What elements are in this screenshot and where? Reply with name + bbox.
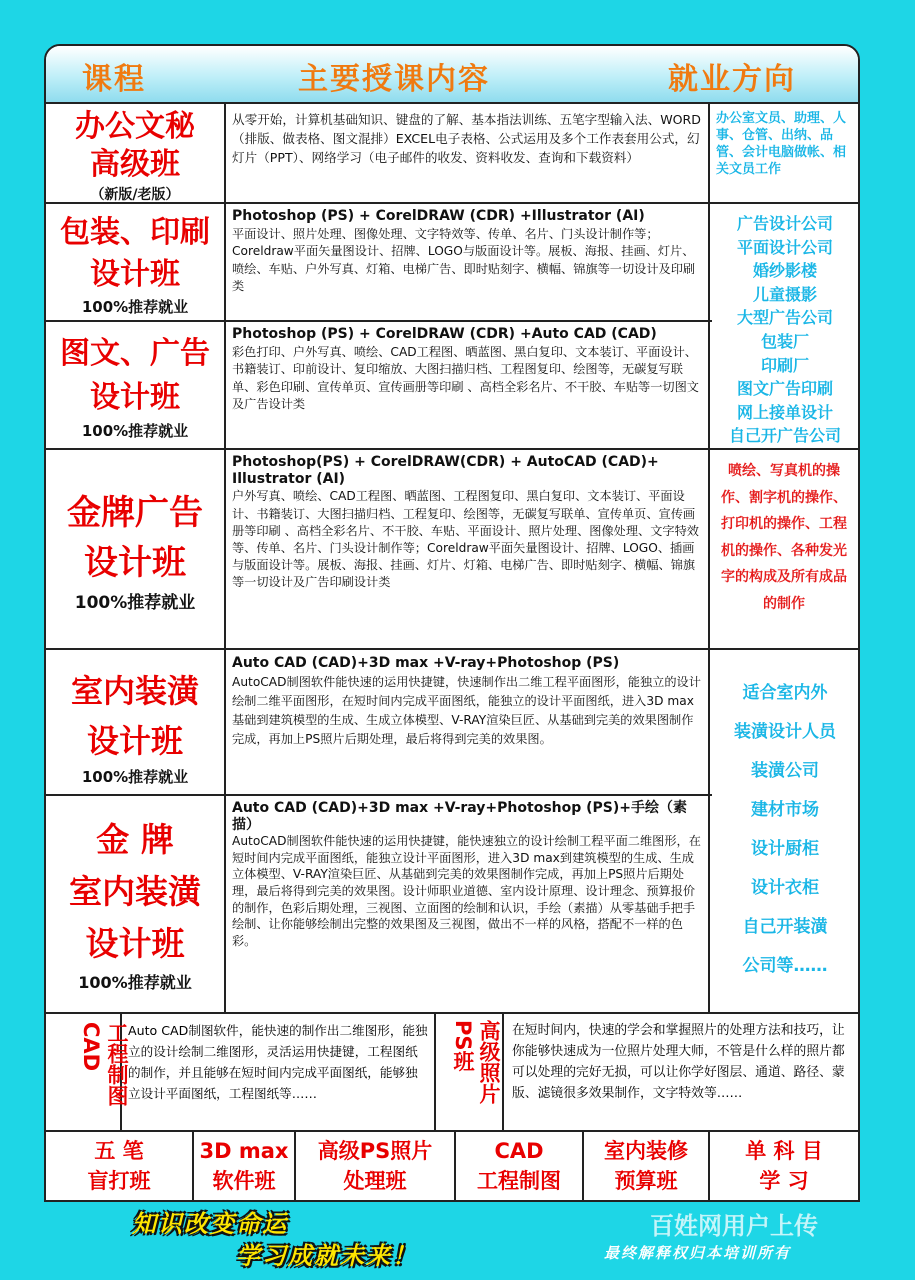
course-title: [46, 102, 226, 202]
course-row-office: [46, 102, 858, 204]
job-item: 装潢公司: [751, 761, 819, 781]
course-row-gold-ad: [46, 450, 858, 650]
class-name: 高级PS照片: [317, 1139, 433, 1163]
job-item: 包装厂: [760, 331, 809, 351]
class-cell: [584, 1132, 710, 1202]
course-software: Photoshop (PS) + CorelDRAW (CDR) +Auto CAD (CAD): [232, 326, 657, 342]
course-subtitle: 100%推荐就业: [81, 298, 189, 316]
course-title-line: 高级班: [90, 147, 180, 182]
job-item: 自己开装潢: [742, 917, 828, 937]
course-content: [226, 796, 710, 1012]
header-course: 课程: [82, 62, 146, 97]
job-item: 设计衣柜: [751, 878, 819, 898]
course-jobs: 办公室文员、助理、人事、仓管、出纳、品管、会计电脑做帐、相关文员工作: [716, 111, 847, 177]
class-cell: [194, 1132, 296, 1202]
class-cell: [456, 1132, 584, 1202]
course-subtitle: 100%推荐就业: [81, 422, 189, 440]
course-software: Auto CAD (CAD)+3D max +V-ray+Photoshop (PS)+手绘（素描）: [232, 800, 687, 833]
course-title-line: 室内装潢: [69, 872, 201, 911]
class-name: CAD: [494, 1139, 544, 1163]
class-name: 室内装修: [604, 1139, 688, 1163]
course-title-line: 包装、印刷: [60, 215, 210, 250]
course-content-text: AutoCAD制图软件能快速的运用快捷键，快速制作出二维工程平面图形，能独立的设计绘制二维平面图形，在短时间内完成平面图纸，能独立的设计平面图纸，进入3D max基础到建筑模型的生成、生成立体模型、V-RAY渲染巨匠、从基础到完美的效果图制作完成，再加上PS照片后期处理，最后将得到完美的效果图。: [232, 675, 701, 746]
cad-content: Auto CAD制图软件，能快速的制作出二维图形，能独立的设计绘制二维图形，灵活运用快捷键，工程图纸的制作，并且能够在短时间内完成平面图纸，能够独立设计平面图纸，工程图纸等……: [122, 1014, 436, 1130]
class-name: 软件班: [212, 1169, 276, 1193]
course-title-line: 设计班: [86, 722, 183, 760]
course-title: [46, 796, 226, 1012]
course-software: Photoshop (PS) + CorelDRAW (CDR) +Illustrator (AI): [232, 208, 645, 224]
class-name: 学 习: [759, 1169, 809, 1193]
course-table: [44, 44, 860, 1202]
job-item: 自己开广告公司: [728, 426, 841, 446]
course-row-cad-ps: [46, 1014, 858, 1132]
slogan-line-1: 知识改变命运: [132, 1210, 288, 1238]
job-item: 儿童摄影: [752, 284, 817, 304]
cad-label-text: 工程制图 CAD: [79, 1022, 129, 1106]
course-title: [46, 650, 226, 794]
course-title: [46, 322, 226, 448]
class-cell: [46, 1132, 194, 1202]
course-content: [226, 204, 710, 320]
job-item: 适合室内外: [742, 683, 828, 703]
class-name: 工程制图: [477, 1169, 561, 1193]
course-subtitle: 100%推荐就业: [81, 768, 189, 786]
class-name: 五 笔: [94, 1139, 144, 1163]
course-subtitle: 100%推荐就业: [78, 973, 192, 992]
rights-notice: 最终解释权归本培训所有: [604, 1244, 792, 1262]
jobs-group-design: [712, 206, 858, 448]
course-title-line: 设计班: [85, 924, 185, 963]
class-name: 预算班: [614, 1169, 678, 1193]
course-title-line: 金 牌: [96, 820, 174, 859]
course-content-text: 平面设计、照片处理、图像处理、文字特效等、传单、名片、门头设计制作等；Coreldraw平面矢量图设计、招牌、LOGO与版面设计等。展板、海报、挂画、灯片、喷绘、车贴、户外写真、灯箱、电梯广告、即时贴刻字、横幅、锦旗等一切设计及印刷类: [232, 226, 696, 293]
job-item: 装潢设计人员: [734, 722, 836, 742]
course-title-line: 设计班: [84, 543, 186, 583]
job-item: 建材市场: [751, 800, 819, 820]
class-cell: [296, 1132, 456, 1202]
ps-content: 在短时间内，快速的学会和掌握照片的处理方法和技巧，让你能够快速成为一位照片处理大师，不管是什么样的照片都可以处理的完好无损，可以让你学好图层、通道、路径、蒙版、滤镜很多效果制作，文字特效等……: [512, 1023, 845, 1101]
course-content-text: 彩色打印、户外写真、喷绘、CAD工程图、晒蓝图、黑白复印、文本装订、平面设计、书籍装订、印前设计、复印缩放、大图扫描归档、工程图复印、绘图等，无碳复写联单、彩色印刷、宣传单页、宣传画册等印刷 、高档全彩名片、不干胶、车贴等一切图文及广告设计类: [232, 344, 699, 411]
course-title-line: 设计班: [90, 380, 180, 415]
course-title-line: 金牌广告: [67, 493, 203, 533]
job-item: 设计厨柜: [751, 839, 819, 859]
course-software: Photoshop(PS) + CorelDRAW(CDR) + AutoCAD (CAD)+ Illustrator (AI): [232, 454, 659, 488]
course-content: [226, 322, 710, 448]
course-title-line: 设计班: [90, 257, 180, 292]
course-jobs: 喷绘、写真机的操作、割字机的操作、打印机的操作、工程机的操作、各种发光字的构成及所有成品的制作: [721, 463, 847, 612]
extra-classes: [46, 1132, 858, 1202]
course-title: [46, 204, 226, 320]
ps-label: [436, 1014, 504, 1130]
jobs-group-interior: [712, 652, 858, 1012]
course-content: [226, 102, 710, 202]
job-item: 大型广告公司: [736, 308, 833, 328]
class-name: 盲打班: [87, 1169, 151, 1193]
class-name: 3D max: [199, 1139, 289, 1163]
job-item: 图文广告印刷: [736, 379, 833, 399]
course-title-line: 办公文秘: [75, 109, 195, 144]
ps-label-text: 高级照片 PS班: [451, 1020, 501, 1104]
course-title-line: 室内装潢: [70, 672, 199, 710]
class-name: 单 科 目: [745, 1139, 823, 1163]
cad-label: [46, 1014, 129, 1130]
course-content-text: 户外写真、喷绘、CAD工程图、晒蓝图、工程图复印、黑白复印、文本装订、平面设计、书籍装订、大图扫描归档、工程复印、绘图等，无碳复写联单、宣传单页、宣传画册等印刷 、高档全彩名片、不干胶、车贴、平面设计、照片处理、图像处理、文字特效等、传单、名片、门头设计制作等；Coreldraw平面矢量图设计、招牌、LOGO、插画与版面设计等。展板、海报、挂画、灯片、灯箱、电梯广告、即时贴刻字、横幅、锦旗等一切设计及广告印刷设计类: [232, 489, 699, 590]
job-item: 公司等……: [742, 956, 828, 976]
class-cell: [710, 1132, 858, 1202]
header-jobs: 就业方向: [668, 62, 796, 97]
job-item: 平面设计公司: [736, 237, 833, 257]
course-software: Auto CAD (CAD)+3D max +V-ray+Photoshop (PS): [232, 655, 620, 671]
watermark: 百姓网用户上传: [650, 1212, 818, 1240]
course-content-text: 从零开始，计算机基础知识、键盘的了解、基本指法训练、五笔字型输入法、WORD（排版、做表格、图文混排）EXCEL电子表格、公式运用及多个工作表套用公式，幻灯片（PPT）、网络学习（电子邮件的收发、资料收发、查询和下载资料）: [232, 112, 702, 165]
course-content: [226, 650, 710, 794]
course-content: [226, 450, 710, 648]
job-item: 印刷厂: [760, 355, 809, 375]
course-title-line: 图文、广告: [60, 336, 210, 371]
course-content-text: AutoCAD制图软件能快速的运用快捷键，能快速独立的设计绘制工程平面二维图形，在短时间内完成平面图纸，能独立设计平面图形，进入3D max到建筑模型的生成、生成立体模型、V-RAY渲染巨匠、从基础到完美的效果图制作完成，再加上PS照片后期处理，最后将得到完美的效果图。设计师职业道德、室内设计原理、设计理念、预算报价的制作，色彩后期处理，三视图、立面图的绘制和认识，手绘（素描）从零基础手把手绘制、让你能够绘制出完整的效果图及三视图，做出不一样的风格，搭配不一样的色彩。: [232, 834, 701, 948]
class-name: 处理班: [343, 1169, 407, 1193]
course-subtitle: 100%推荐就业: [74, 593, 196, 613]
header-content: 主要授课内容: [298, 62, 490, 97]
job-item: 广告设计公司: [736, 214, 833, 233]
course-title: [46, 450, 226, 648]
table-header: [46, 46, 858, 104]
course-subtitle: （新版/老版）: [90, 187, 180, 203]
job-item: 婚纱影楼: [752, 261, 817, 281]
job-item: 网上接单设计: [736, 402, 833, 422]
slogan-line-2: 学习成就未来！: [236, 1242, 418, 1270]
